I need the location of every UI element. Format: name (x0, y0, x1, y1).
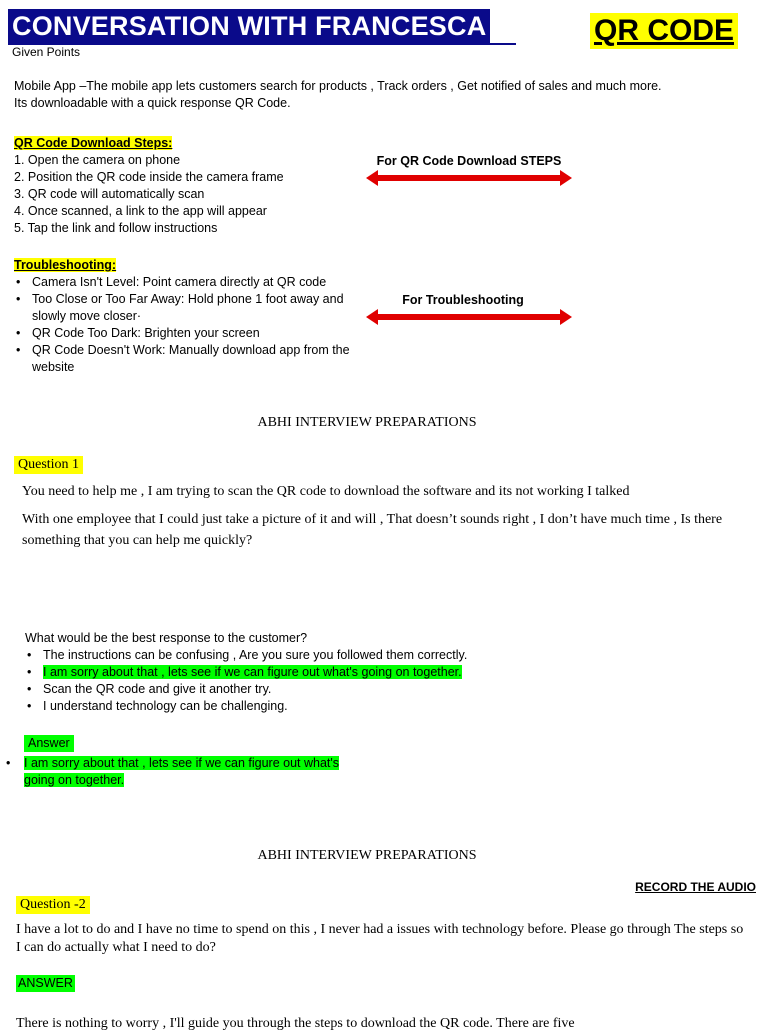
question-2-text: I have a lot to do and I have no time to spend on this , I never had a issues with technology before. Please go through The steps so I can do actually what I need to do? (16, 922, 744, 955)
answer-line-2: going on together. (24, 773, 125, 787)
qr-code-title: QR CODE (590, 13, 738, 49)
troubleshooting-arrow-label: For Troubleshooting (402, 293, 524, 307)
answer-label: Answer (24, 735, 74, 752)
answer-2-text: There is nothing to worry , I'll guide you through the steps to download the QR code. There are five (16, 1016, 575, 1031)
troubleshooting-list (14, 274, 374, 376)
list-item: • QR Code Too Dark: Brighten your screen (14, 325, 374, 342)
section-1-heading: ABHI INTERVIEW PREPARATIONS (257, 415, 477, 430)
bullet-icon: • (6, 756, 11, 770)
troubleshooting-section (14, 257, 374, 376)
troubleshooting-heading: Troubleshooting: (14, 258, 117, 272)
response-options-list (25, 647, 545, 715)
document-title: CONVERSATION WITH FRANCESCA (8, 9, 490, 43)
question-1-line-1: You need to help me , I am trying to scan the QR code to download the software and its not working I talked (22, 484, 630, 499)
step-item: 1. Open the camera on phone (14, 153, 181, 167)
record-audio-label: RECORD THE AUDIO (635, 880, 756, 894)
step-item: 3. QR code will automatically scan (14, 187, 205, 201)
title-underline (8, 43, 516, 45)
steps-double-arrow-icon (366, 170, 572, 186)
list-item: • Scan the QR code and give it another try. (25, 681, 545, 698)
answer-2-label: ANSWER (18, 976, 73, 990)
troubleshooting-double-arrow-icon (366, 309, 572, 325)
question-1-label: Question 1 (14, 456, 83, 474)
list-item: • I understand technology can be challenging. (25, 698, 545, 715)
step-item: 2. Position the QR code inside the camera frame (14, 170, 284, 184)
step-item: 4. Once scanned, a link to the app will appear (14, 204, 267, 218)
list-item: • Too Close or Too Far Away: Hold phone 1 foot away and slowly move closer· (14, 291, 374, 325)
list-item: • QR Code Doesn't Work: Manually download app from the website (14, 342, 374, 376)
list-item (25, 664, 545, 681)
answer-text (6, 755, 406, 789)
intro-line-1: Mobile App –The mobile app lets customers search for products , Track orders , Get notified of sales and much more. (14, 79, 662, 93)
download-steps-section (14, 135, 364, 237)
steps-heading: QR Code Download Steps: (14, 136, 173, 150)
step-item: 5. Tap the link and follow instructions (14, 221, 218, 235)
intro-line-2: Its downloadable with a quick response QR Code. (14, 96, 291, 110)
intro-paragraph (14, 78, 754, 112)
section-2-heading: ABHI INTERVIEW PREPARATIONS (257, 848, 477, 863)
highlighted-option: I am sorry about that , lets see if we can figure out what's going on together. (43, 665, 462, 679)
response-prompt: What would be the best response to the customer? (25, 631, 308, 645)
given-points-label: Given Points (12, 45, 81, 59)
question-2-label: Question -2 (16, 896, 90, 914)
response-options (25, 630, 545, 715)
steps-arrow-label: For QR Code Download STEPS (376, 154, 562, 168)
list-item: • The instructions can be confusing , Are you sure you followed them correctly. (25, 647, 545, 664)
answer-line-1: I am sorry about that , lets see if we can figure out what's (24, 756, 340, 770)
list-item: • Camera Isn't Level: Point camera directly at QR code (14, 274, 374, 291)
question-1-line-2: With one employee that I could just take a picture of it and will , That doesn’t sounds right , I don’t have much time , Is there something that you can help me quickly? (22, 512, 723, 548)
